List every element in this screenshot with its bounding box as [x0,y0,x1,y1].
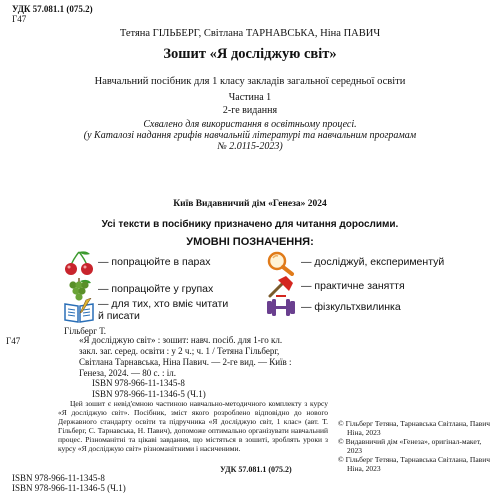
open-book-icon [62,298,96,324]
authors: Тетяна ГІЛЬБЕРГ, Світлана ТАРНАВСЬКА, Ніна ПАВИЧ [119,28,381,39]
legend-exercise-text: — фізкультхвилинка [301,301,401,313]
catalog-code: Г47 [6,336,21,346]
approval-note [0,119,500,152]
adults-note: Усі тексти в посібнику призначено для читання дорослими. [101,219,399,230]
legend-practice-text: — практичне заняття [301,280,405,292]
legend-explore-text: — досліджуй, експериментуй [301,256,445,268]
copyrights [338,419,498,473]
udk-code-top [12,4,93,24]
edition: 2-ге видання [222,105,278,116]
isbn-line: ISBN 978-966-11-1345-8 [12,473,105,483]
legend-groups-text: — попрацюйте у групах [98,283,214,295]
catalog-line: закл. заг. серед. освіти : у 2 ч.; ч. 1 / Тетяна Гільберг, [79,346,280,356]
legend-readers-text: — для тих, хто вміє читати й писати [98,298,229,322]
udk-code-bottom: УДК 57.081.1 (075.2) [220,465,292,474]
udk-line: УДК 57.081.1 (075.2) [12,4,93,14]
copyright-line: © Видавничий дім «Генеза», оригінал-макет, 2023 [338,437,482,455]
copyright-line: © Гільберг Тетяна, Тарнавська Світлана, Павич Ніна, 2023 [338,419,490,437]
catalog-isbn: ISBN 978-966-11-1345-8 [92,378,185,388]
copyright-line: © Гільберг Тетяна, Тарнавська Світлана, Павич Ніна, 2023 [338,455,490,473]
catalog-line: «Я досліджую світ» : зошит: навч. посіб. для 1-го кл. [79,335,283,345]
catalog-line: Генеза, 2024. — 80 с. : іл. [79,368,176,378]
page-title: Зошит «Я досліджую світ» [163,46,337,62]
catalog-body [79,335,324,379]
catalog-code-line: Г47 [12,14,27,24]
isbn-line: ISBN 978-966-11-1346-5 (Ч.1) [12,483,126,493]
approval-line: Схвалено для використання в освітньому процесі. [143,119,357,130]
approval-line: (у Каталозі надання грифів навчальній літературі та навчальним програмам [83,130,417,141]
annotation: Цей зошит є невід'ємною частиною навчально-методичного комплекту з курсу «Я досліджую світ». Посібник, зміст якого розроблено відповідно до нового Державного стандарту освіти та підручника «Я досліджую світ, 1 клас» (авт. Т. Гільберг, С. Тарнавська, Н. Павич), допоможе оптимально організувати навчальний процес. Різноманітні та цікаві завдання, що містяться в зошиті, зроблять уроки з курсу «Я досліджую світ» різноманітними і насиченими. [58,399,328,453]
catalog-isbn: ISBN 978-966-11-1346-5 (Ч.1) [92,389,206,399]
catalog-line: Світлана Тарнавська, Ніна Павич. — 2-ге вид. — Київ : [79,357,292,367]
legend-pairs-text: — попрацюйте в парах [98,256,211,268]
part-number: Частина 1 [228,92,272,103]
magnifier-icon [264,250,298,276]
isbn-bottom [12,473,126,493]
publisher: Київ Видавничий дім «Генеза» 2024 [173,199,327,209]
subtitle: Навчальний посібник для 1 класу закладів загальної середньої освіти [94,76,406,87]
legend-title: УМОВНІ ПОЗНАЧЕННЯ: [186,236,314,248]
approval-line: № 2.0115-2023) [217,141,283,152]
cherries-icon [62,250,96,276]
catalog-heading: Гільберг Т. [64,326,107,336]
dumbbell-icon [264,294,298,320]
